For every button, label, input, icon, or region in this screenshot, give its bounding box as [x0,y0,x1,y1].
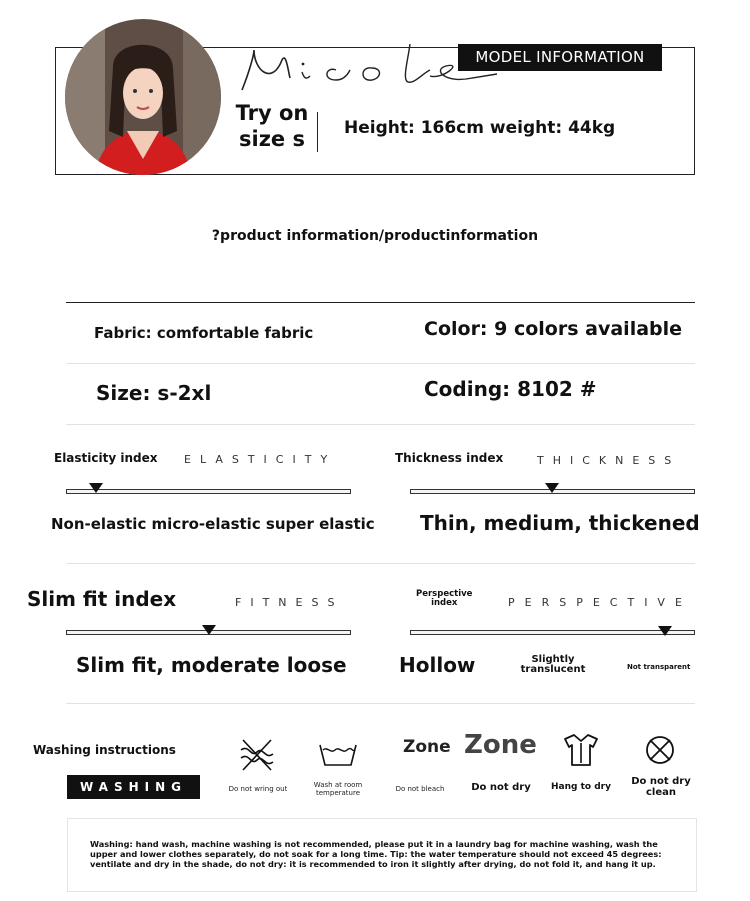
thickness-label: Thickness index [395,451,504,465]
try-on-line2: size s [239,127,305,151]
perspective-option-hollow: Hollow [399,653,476,677]
elasticity-spaced: ELASTICITY [184,453,337,466]
washing-tag: WASHING [67,775,200,799]
perspective-spaced: PERSPECTIVE [508,596,692,609]
try-on-size [232,100,312,152]
no-wring-label: Do not wring out [228,785,288,793]
model-measurements: Height: 166cm weight: 44kg [344,118,616,138]
hang-dry-icon [562,733,600,767]
perspective-marker [658,626,672,636]
divider [317,112,318,152]
no-dry-clean-label: Do not dry clean [631,776,691,798]
fitness-description: Slim fit, moderate loose [76,653,347,677]
perspective-label-line2: index [431,598,458,608]
fitness-marker [202,625,216,635]
model-avatar [65,19,221,175]
washing-notice: Washing: hand wash, machine washing is not recommended, please put it in a laundry bag for machine washing, wash the upper and lower clothes separately, do not soak for a long time. Tip: the water temperature should not exceed 45 degrees: ventilate and dry in the shade, do not dry: it is recommended to iron it slightly after drying, do not fold it, and hang it up. [67,818,697,892]
elasticity-description: Non-elastic micro-elastic super elastic [51,515,375,533]
elasticity-label: Elasticity index [54,451,158,465]
no-dry-label: Do not dry [471,782,531,793]
divider [66,363,695,364]
thickness-marker [545,483,559,493]
wash-temp-icon [318,741,358,767]
divider [66,563,695,564]
divider [66,302,695,303]
no-bleach-icon: Zone [403,737,451,757]
perspective-option-translucent: Slightly translucent [520,654,586,675]
elasticity-marker [89,483,103,493]
washing-title: Washing instructions [33,743,176,757]
coding-info: Coding: 8102 # [424,377,597,401]
fitness-spaced: FITNESS [235,596,344,609]
no-dry-clean-icon [644,734,676,766]
no-wring-icon [237,738,277,772]
divider [66,424,695,425]
perspective-option-not-transparent: Not transparent [627,663,691,671]
perspective-label [416,590,472,608]
perspective-label-line1: Perspective [416,589,473,599]
hang-dry-label: Hang to dry [551,782,611,792]
size-info: Size: s-2xl [96,381,212,405]
thickness-description: Thin, medium, thickened [420,511,700,535]
model-information-tag: MODEL INFORMATION [458,44,662,71]
wash-temp-label: Wash at room temperature [313,781,363,797]
model-signature [232,40,502,100]
thickness-spaced: THICKNESS [537,454,681,467]
try-on-line1: Try on [235,101,309,125]
color-info: Color: 9 colors available [424,318,683,340]
no-dry-icon: Zone [464,730,537,760]
perspective-scale [410,630,695,635]
fitness-label: Slim fit index [27,587,177,611]
divider [66,703,695,704]
product-info-title: ?product information/productinformation [211,228,539,244]
elasticity-scale [66,489,351,494]
fabric-info: Fabric: comfortable fabric [94,324,314,342]
no-bleach-label: Do not bleach [395,785,445,793]
